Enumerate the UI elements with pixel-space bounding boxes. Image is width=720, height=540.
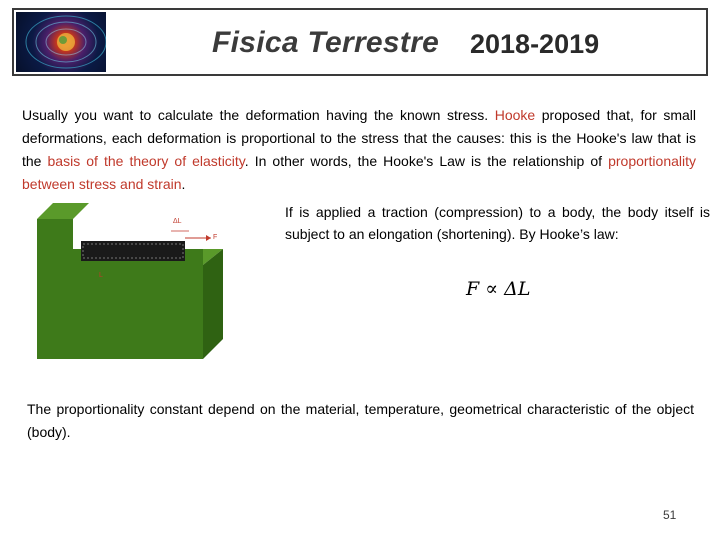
traction-paragraph: If is applied a traction (compression) to a body, the body itself is subject to an elongation (shortening). By Hooke’s law: bbox=[285, 204, 710, 242]
earth-magnetosphere-icon bbox=[16, 12, 106, 72]
page-number: 51 bbox=[663, 508, 677, 522]
course-title: Fisica Terrestre bbox=[212, 26, 440, 59]
length-label: L bbox=[99, 272, 103, 279]
hooke-formula: F ∝ ΔL bbox=[466, 278, 531, 300]
intro-text-2: proposed that, for small deformations, each deformation is proportional to the stress that the causes: this is the Hooke's law that is the bbox=[22, 107, 696, 169]
slide-header bbox=[12, 8, 708, 76]
force-arrowhead bbox=[206, 235, 211, 241]
block-top-left-face bbox=[37, 203, 89, 219]
proportionality-highlight: proportionality between stress and strain bbox=[22, 153, 697, 192]
elongation-diagram bbox=[33, 203, 225, 359]
delta-l-label: ΔL bbox=[173, 218, 182, 225]
hooke-highlight: Hooke bbox=[494, 107, 536, 123]
block-front-upper bbox=[37, 219, 73, 249]
intro-text-1: Usually you want to calculate the deformation having the known stress. bbox=[22, 107, 495, 123]
force-label: F bbox=[213, 234, 218, 241]
block-side-face bbox=[203, 249, 223, 359]
academic-year: 2018-2019 bbox=[470, 29, 600, 59]
intro-text-4: . bbox=[181, 176, 186, 192]
elasticity-highlight: basis of the theory of elasticity bbox=[47, 153, 245, 169]
block-front-lower bbox=[37, 249, 203, 359]
constant-paragraph: The proportionality constant depend on the material, temperature, geometrical characteristic of the object (body). bbox=[27, 401, 694, 440]
intro-text-3: . In other words, the Hooke's Law is the relationship of bbox=[244, 153, 609, 169]
intro-paragraph bbox=[22, 104, 696, 196]
